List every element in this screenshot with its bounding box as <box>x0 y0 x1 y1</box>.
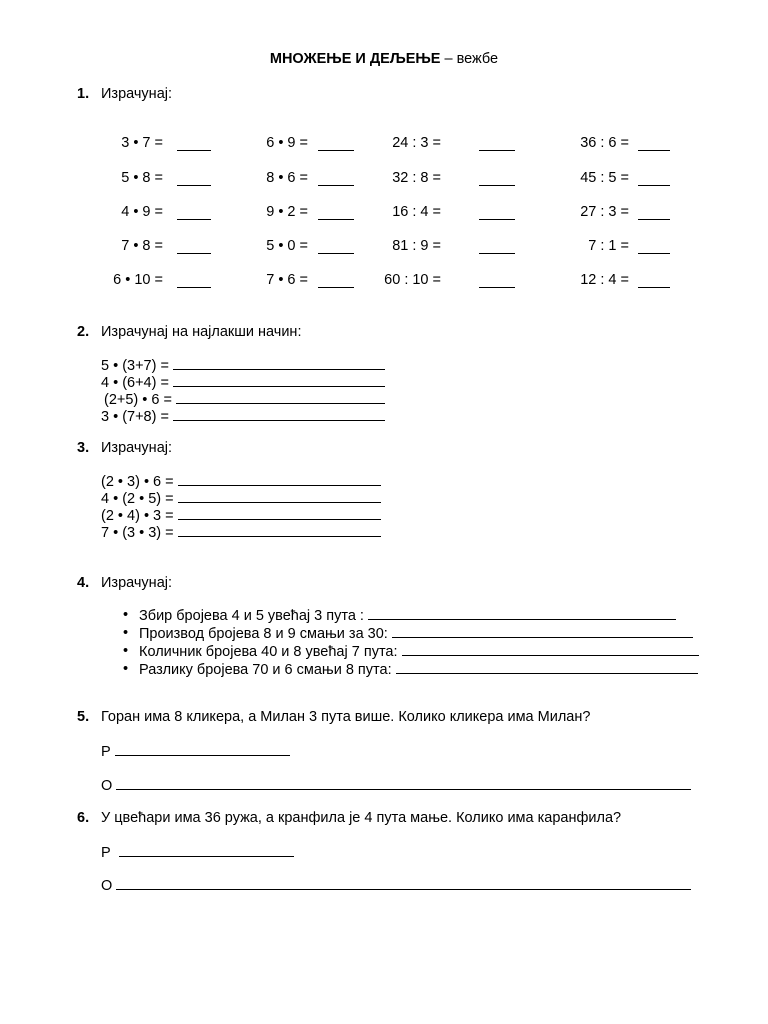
task2-expression: 4 • (6+4) = <box>101 375 169 391</box>
task3-heading: Израчунај: <box>101 440 173 456</box>
title-rest: – вежбе <box>440 51 499 67</box>
task1-answer-blank[interactable] <box>638 275 670 288</box>
task4-answer-blank[interactable] <box>396 661 698 674</box>
task1-answer-blank[interactable] <box>638 207 670 220</box>
title-bold: МНОЖЕЊЕ И ДЕЉЕЊЕ <box>269 51 441 67</box>
task3-answer-blank[interactable] <box>178 490 381 503</box>
task3-line <box>101 473 381 491</box>
task1-expression: 5 • 0 = <box>266 238 308 254</box>
task3-number: 3. <box>77 440 90 456</box>
task1-expression: 32 : 8 = <box>392 170 441 186</box>
task1-expression: 6 • 10 = <box>113 272 163 288</box>
task1-answer-blank[interactable] <box>479 241 515 254</box>
task1-expression: 5 • 8 = <box>121 170 163 186</box>
task6-text: У цвећари има 36 ружа, а кранфила је 4 пута мање. Колико има каранфила? <box>101 810 622 826</box>
task1-heading: Израчунај: <box>101 86 173 102</box>
task6-o-line <box>101 877 691 895</box>
task2-answer-blank[interactable] <box>173 408 385 421</box>
task2-answer-blank[interactable] <box>173 357 385 370</box>
task4-answer-blank[interactable] <box>392 625 693 638</box>
task6-o-label: О <box>101 878 113 894</box>
task1-answer-blank[interactable] <box>177 138 211 151</box>
task1-answer-blank[interactable] <box>479 138 515 151</box>
task1-expression: 3 • 7 = <box>121 135 163 151</box>
task1-answer-blank[interactable] <box>318 173 354 186</box>
task6-r-blank[interactable] <box>119 844 294 857</box>
task3-expression: (2 • 4) • 3 = <box>101 508 174 524</box>
task3-line <box>101 524 381 542</box>
task1-expression: 36 : 6 = <box>580 135 629 151</box>
task3-expression: 4 • (2 • 5) = <box>101 491 174 507</box>
task5-o-line <box>101 777 691 795</box>
task1-expression: 6 • 9 = <box>266 135 308 151</box>
task4-item-text: Разлику бројева 70 и 6 смањи 8 пута: <box>139 662 392 678</box>
task5-r-label: Р <box>101 744 111 760</box>
task6-number: 6. <box>77 810 90 826</box>
task4-answer-blank[interactable] <box>402 643 699 656</box>
task1-answer-blank[interactable] <box>479 275 515 288</box>
task3-line <box>101 507 381 525</box>
task6-o-blank[interactable] <box>116 877 691 890</box>
task5-text: Горан има 8 кликера, а Милан 3 пута више. Колико кликера има Милан? <box>101 709 591 725</box>
task3-answer-blank[interactable] <box>178 507 381 520</box>
task1-expression: 81 : 9 = <box>392 238 441 254</box>
task1-expression: 24 : 3 = <box>392 135 441 151</box>
task2-line <box>101 357 385 375</box>
task1-expression: 16 : 4 = <box>392 204 441 220</box>
task6-r-label: Р <box>101 845 111 861</box>
task1-answer-blank[interactable] <box>177 241 211 254</box>
task1-expression: 27 : 3 = <box>580 204 629 220</box>
task1-answer-blank[interactable] <box>638 173 670 186</box>
task1-answer-blank[interactable] <box>318 138 354 151</box>
page-title <box>0 51 768 68</box>
task2-line <box>101 408 385 426</box>
task2-heading: Израчунај на најлакши начин: <box>101 324 302 340</box>
task4-item-text: Производ бројева 8 и 9 смањи за 30: <box>139 626 388 642</box>
task2-answer-blank[interactable] <box>176 391 385 404</box>
task1-expression: 9 • 2 = <box>266 204 308 220</box>
task2-number: 2. <box>77 324 90 340</box>
task1-answer-blank[interactable] <box>318 275 354 288</box>
task2-answer-blank[interactable] <box>173 374 385 387</box>
task4-list <box>104 607 699 679</box>
task1-answer-blank[interactable] <box>318 241 354 254</box>
task3-expression: 7 • (3 • 3) = <box>101 525 174 541</box>
task5-r-line <box>101 743 290 761</box>
task1-number: 1. <box>77 86 90 102</box>
task1-answer-blank[interactable] <box>177 207 211 220</box>
task6-r-line <box>101 844 294 862</box>
task4-item-text: Количник бројева 40 и 8 увећај 7 пута: <box>139 644 398 660</box>
task4-item <box>104 607 699 625</box>
task2-expression: 5 • (3+7) = <box>101 358 169 374</box>
task1-answer-blank[interactable] <box>479 173 515 186</box>
task3-answer-blank[interactable] <box>178 473 381 486</box>
task3-expression: (2 • 3) • 6 = <box>101 474 174 490</box>
task1-answer-blank[interactable] <box>177 173 211 186</box>
task2-line <box>104 391 385 409</box>
task4-item <box>104 625 699 643</box>
task1-expression: 60 : 10 = <box>384 272 441 288</box>
task1-answer-blank[interactable] <box>638 138 670 151</box>
task4-item-text: Збир бројева 4 и 5 увећај 3 пута : <box>139 608 364 624</box>
task2-expression: 3 • (7+8) = <box>101 409 169 425</box>
task4-item <box>104 643 699 661</box>
task4-item <box>104 661 699 679</box>
task4-number: 4. <box>77 575 90 591</box>
task3-line <box>101 490 381 508</box>
task1-expression: 4 • 9 = <box>121 204 163 220</box>
task1-expression: 8 • 6 = <box>266 170 308 186</box>
task1-answer-blank[interactable] <box>318 207 354 220</box>
task4-answer-blank[interactable] <box>368 607 676 620</box>
task2-line <box>101 374 385 392</box>
task1-expression: 45 : 5 = <box>580 170 629 186</box>
task5-o-blank[interactable] <box>116 777 691 790</box>
task1-answer-blank[interactable] <box>638 241 670 254</box>
task3-answer-blank[interactable] <box>178 524 381 537</box>
task4-heading: Израчунај: <box>101 575 173 591</box>
task2-expression: (2+5) • 6 = <box>104 392 172 408</box>
task5-r-blank[interactable] <box>115 743 290 756</box>
task1-answer-blank[interactable] <box>479 207 515 220</box>
task1-expression: 7 • 8 = <box>121 238 163 254</box>
task1-expression: 7 • 6 = <box>266 272 308 288</box>
task1-expression: 12 : 4 = <box>580 272 629 288</box>
task1-answer-blank[interactable] <box>177 275 211 288</box>
task1-expression: 7 : 1 = <box>588 238 629 254</box>
task5-o-label: О <box>101 778 113 794</box>
task5-number: 5. <box>77 709 90 725</box>
